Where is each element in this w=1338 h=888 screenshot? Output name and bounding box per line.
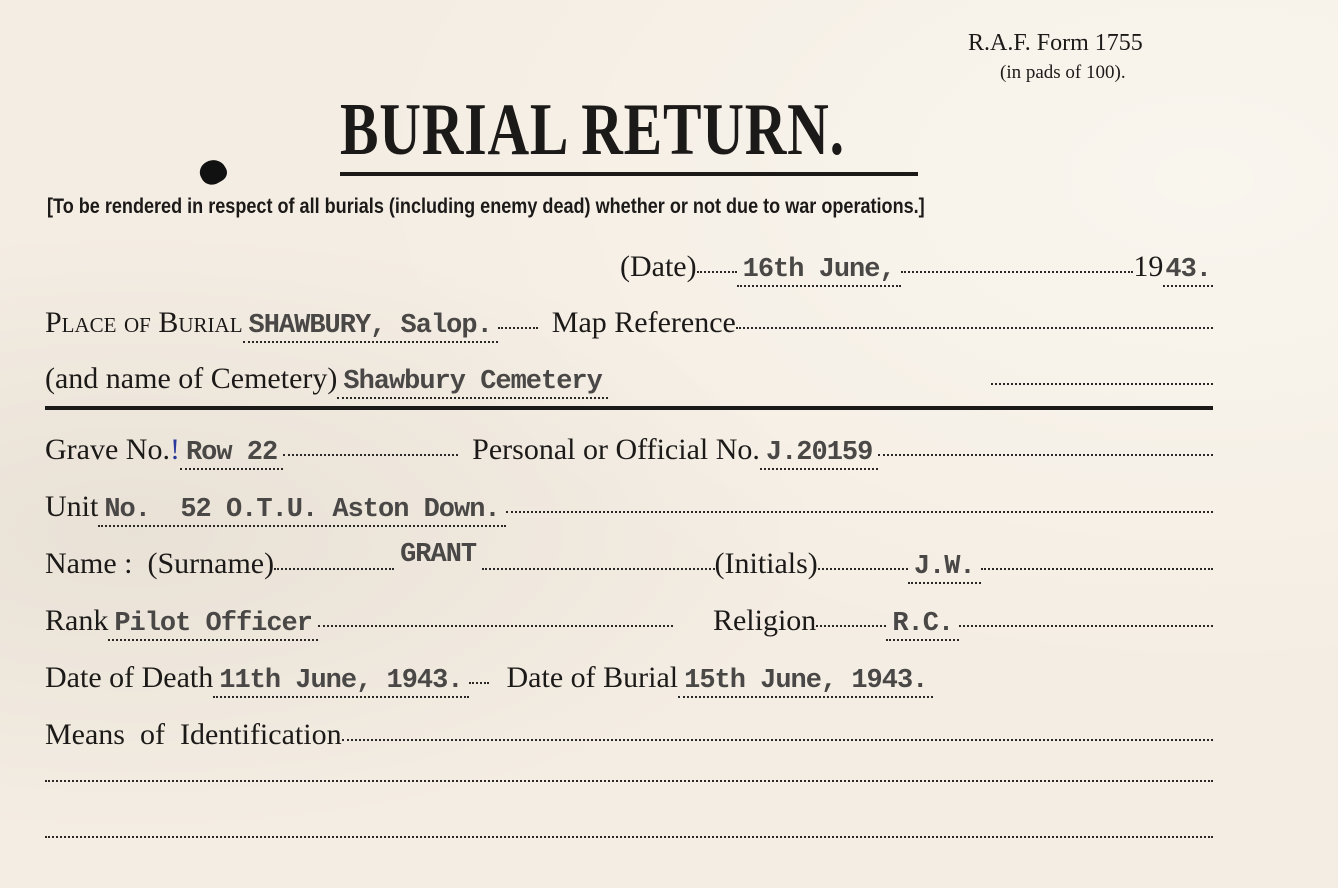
leader: [469, 682, 489, 684]
burial-label: Date of Burial: [506, 661, 679, 694]
initials-value: J.W.: [908, 552, 981, 584]
unit-label: Unit: [45, 490, 99, 523]
religion-value: R.C.: [886, 609, 959, 641]
grave-label: Grave No.: [45, 433, 170, 466]
grave-row: [45, 433, 1213, 470]
dates-row: [45, 661, 1255, 698]
religion-label: Religion: [712, 604, 817, 637]
leader: [318, 625, 673, 627]
surname-value: GRANT: [400, 540, 477, 570]
identification-label: Means of Identification: [45, 718, 342, 751]
year-prefix: 19: [1133, 250, 1164, 283]
death-value: 11th June, 1943.: [213, 666, 468, 698]
instruction-note: [To be rendered in respect of all burials (including enemy dead) whether or not due to war operations.]: [47, 195, 925, 218]
form-number: R.A.F. Form 1755: [968, 30, 1143, 56]
place-label: Place of Burial: [45, 306, 243, 339]
leader: [274, 568, 394, 570]
leader: [901, 271, 1134, 273]
rank-label: Rank: [45, 604, 109, 637]
unit-row: [45, 490, 1213, 527]
name-row: [45, 540, 1213, 584]
identification-field[interactable]: [342, 739, 1213, 741]
leader: [818, 568, 908, 570]
map-reference-label: Map Reference: [551, 306, 736, 339]
place-row: [45, 306, 1213, 343]
place-value: SHAWBURY, Salop.: [243, 311, 498, 343]
leader: [816, 625, 886, 627]
date-row: [620, 250, 1213, 287]
burial-value: 15th June, 1943.: [678, 666, 933, 698]
leader: [498, 327, 538, 329]
identification-row: [45, 718, 1213, 752]
leader: [959, 625, 1213, 627]
official-no-label: Personal or Official No.: [472, 433, 760, 466]
map-reference-field[interactable]: [736, 327, 1213, 329]
date-value: 16th June,: [737, 255, 901, 287]
identification-line-3: [45, 836, 1213, 866]
leader: [283, 454, 458, 456]
grave-mark: !: [169, 433, 180, 466]
section-divider: [45, 406, 1213, 410]
leader: [878, 454, 1213, 456]
leader: [506, 511, 1213, 513]
rank-value: Pilot Officer: [108, 609, 318, 641]
identification-field-2[interactable]: [45, 780, 1213, 782]
leader: [697, 271, 737, 273]
identification-line-2: [45, 780, 1213, 810]
initials-label: (Initials): [714, 547, 818, 580]
leader: [482, 568, 714, 570]
leader: [981, 568, 1213, 570]
unit-value: No. 52 O.T.U. Aston Down.: [98, 495, 505, 527]
identification-field-3[interactable]: [45, 836, 1213, 838]
date-label: (Date): [620, 250, 697, 283]
official-no-value: J.20159: [760, 438, 878, 470]
cemetery-value: Shawbury Cemetery: [337, 367, 607, 399]
rank-row: [45, 604, 1213, 641]
grave-value: Row 22: [180, 438, 283, 470]
leader: [991, 383, 1213, 385]
surname-label: Name : (Surname): [45, 547, 275, 580]
cemetery-label: (and name of Cemetery): [45, 362, 338, 395]
page-title: BURIAL RETURN.: [340, 89, 845, 171]
title-underline: [340, 172, 918, 176]
year-value: 43.: [1165, 255, 1211, 285]
death-label: Date of Death: [45, 661, 214, 694]
pads-note: (in pads of 100).: [1000, 62, 1126, 83]
cemetery-row: [45, 362, 1213, 399]
